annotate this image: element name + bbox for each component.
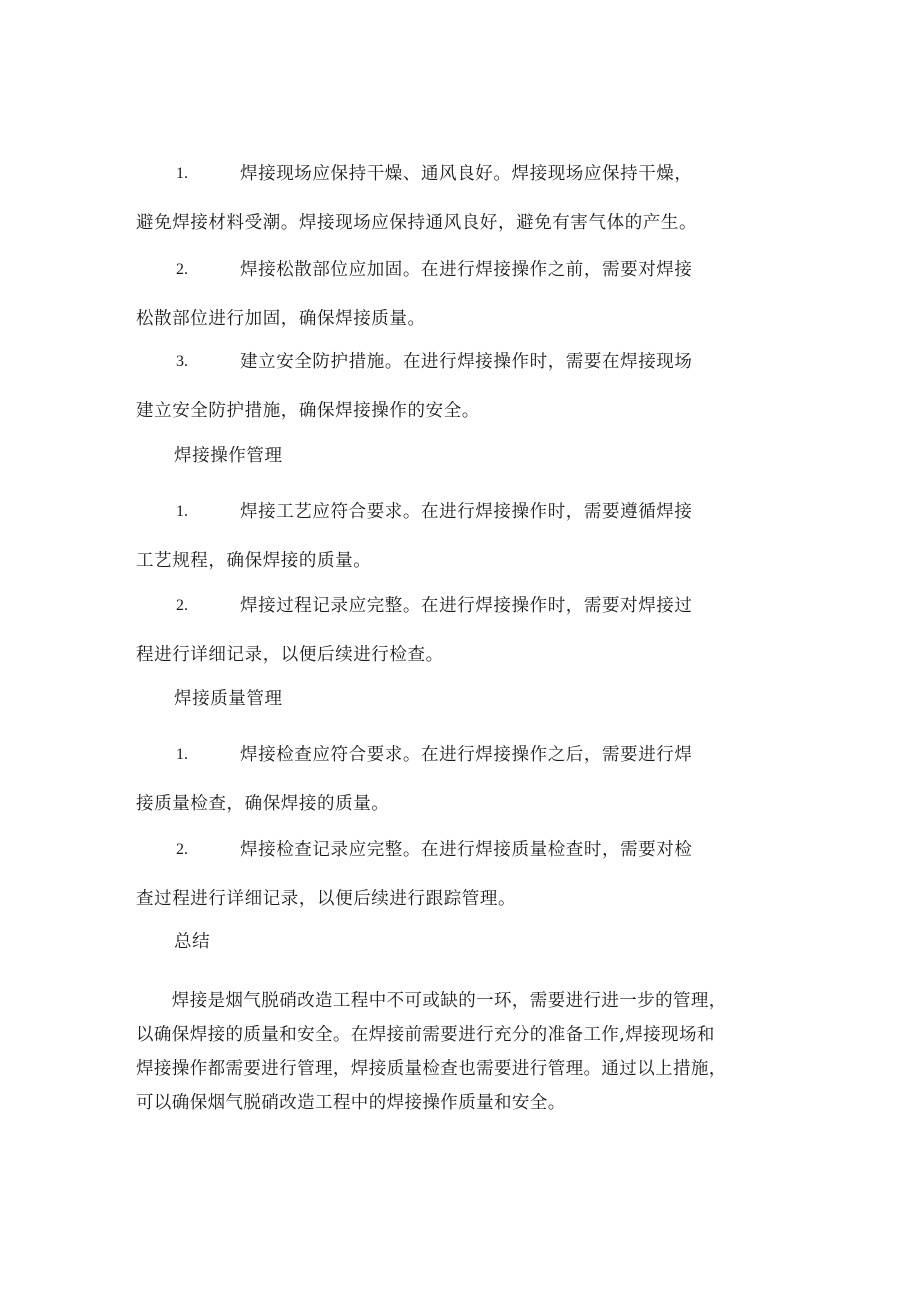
site-item-2 xyxy=(136,258,756,331)
item-text-line1: 焊接工艺应符合要求。在进行焊接操作时，需要遵循焊接 xyxy=(240,502,693,522)
operation-item-1 xyxy=(136,500,756,573)
item-number: 3. xyxy=(176,353,188,370)
item-text-line2: 避免焊接材料受潮。焊接现场应保持通风良好，避免有害气体的产生。 xyxy=(136,213,698,233)
item-text-line1: 焊接检查记录应完整。在进行焊接质量检查时，需要对检 xyxy=(240,840,693,860)
item-number: 2. xyxy=(176,597,188,614)
quality-item-1 xyxy=(136,743,756,816)
item-text-line2: 建立安全防护措施，确保焊接操作的安全。 xyxy=(136,401,480,421)
item-text-line1: 焊接松散部位应加固。在进行焊接操作之前，需要对焊接 xyxy=(240,260,693,280)
item-text-line1: 焊接过程记录应完整。在进行焊接操作时，需要对焊接过 xyxy=(240,596,693,616)
item-text-line2: 工艺规程，确保焊接的质量。 xyxy=(136,551,372,571)
item-number: 2. xyxy=(176,261,188,278)
item-number: 1. xyxy=(176,165,188,182)
summary-line: 以确保焊接的质量和安全。在焊接前需要进行充分的准备工作,焊接现场和 xyxy=(136,1025,715,1045)
section-heading-quality: 焊接质量管理 xyxy=(174,689,283,709)
summary-paragraph xyxy=(136,984,796,1120)
operation-item-2 xyxy=(136,594,756,667)
site-item-3 xyxy=(136,350,756,423)
item-text-line1: 建立安全防护措施。在进行焊接操作时，需要在焊接现场 xyxy=(240,352,693,372)
item-number: 1. xyxy=(176,746,188,763)
item-text-line2: 查过程进行详细记录，以便后续进行跟踪管理。 xyxy=(136,889,517,909)
summary-line: 焊接是烟气脱硝改造工程中不可或缺的一环，需要进行进一步的管理， xyxy=(136,991,727,1011)
item-text-line1: 焊接检查应符合要求。在进行焊接操作之后，需要进行焊 xyxy=(240,745,693,765)
item-text-line2: 松散部位进行加固，确保焊接质量。 xyxy=(136,309,426,329)
section-heading-operation: 焊接操作管理 xyxy=(174,446,283,466)
quality-item-2 xyxy=(136,838,756,911)
section-heading-summary: 总结 xyxy=(174,932,211,952)
summary-line: 焊接操作都需要进行管理，焊接质量检查也需要进行管理。通过以上措施， xyxy=(136,1059,727,1079)
item-text-line2: 接质量检查，确保焊接的质量。 xyxy=(136,794,390,814)
item-text-line2: 程进行详细记录，以便后续进行检查。 xyxy=(136,645,444,665)
site-item-1 xyxy=(136,162,756,235)
item-number: 1. xyxy=(176,503,188,520)
item-number: 2. xyxy=(176,841,188,858)
summary-line: 可以确保烟气脱硝改造工程中的焊接操作质量和安全。 xyxy=(136,1093,566,1113)
item-text-line1: 焊接现场应保持干燥、通风良好。焊接现场应保持干燥， xyxy=(240,164,693,184)
